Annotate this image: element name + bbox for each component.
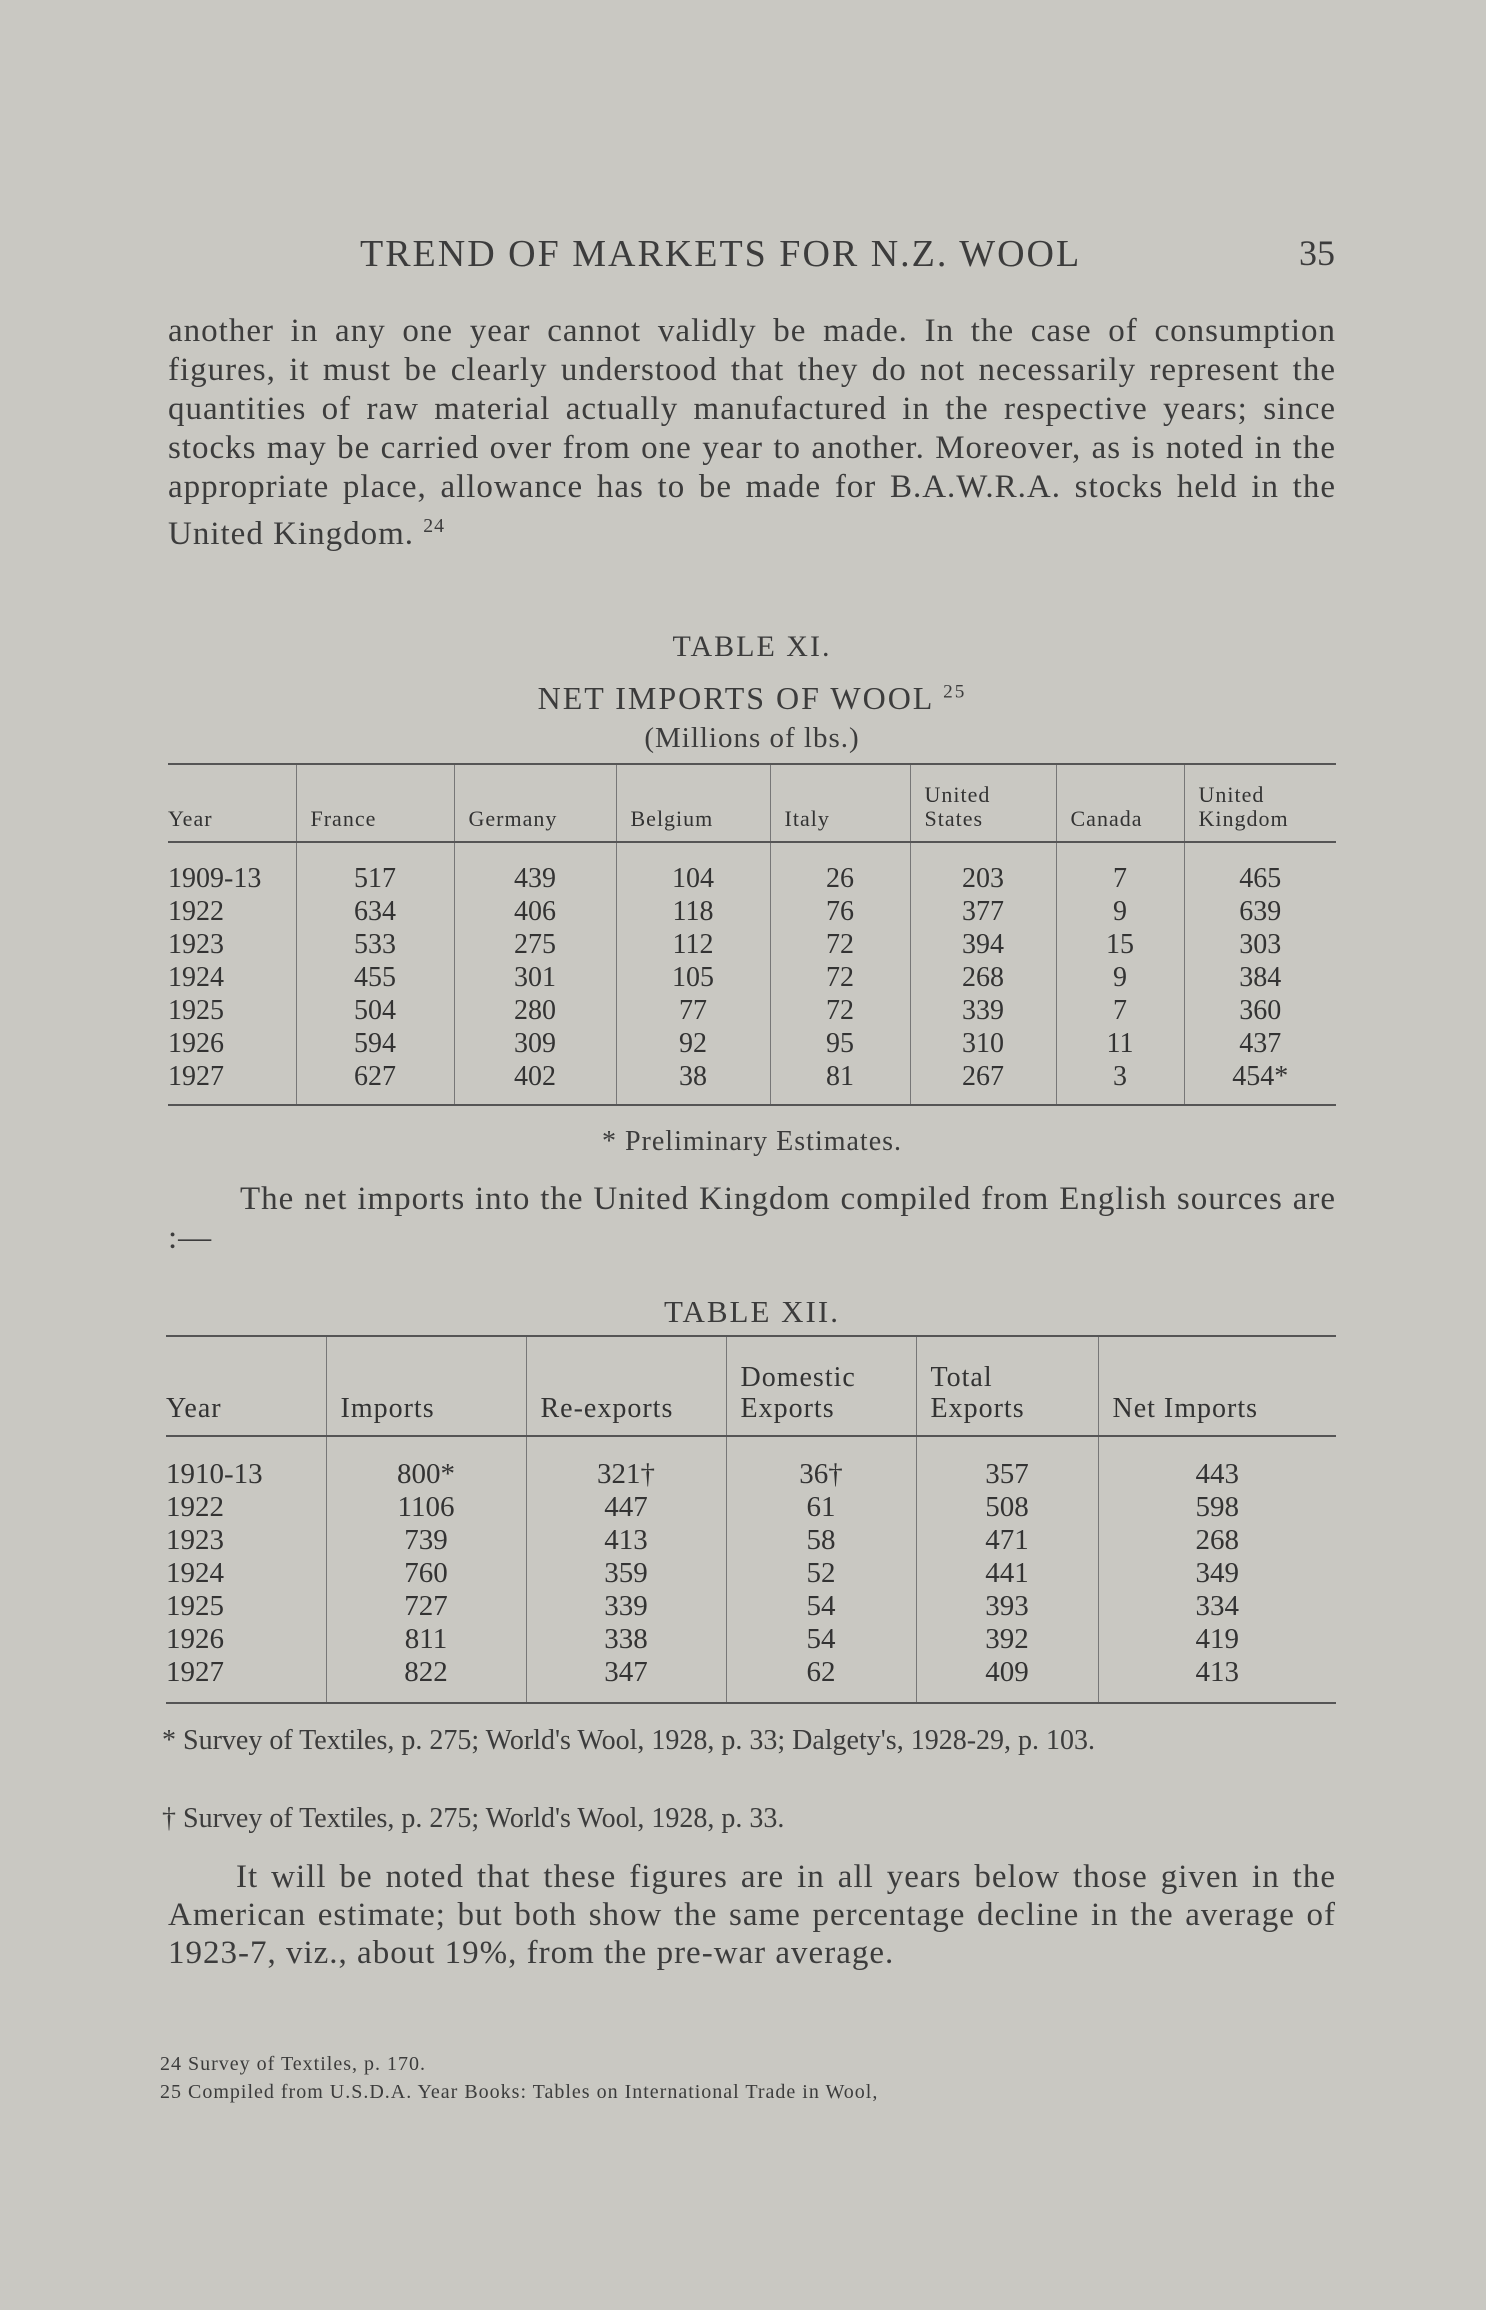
table-xi-cell: 504 (296, 994, 454, 1027)
table-xi-cell: 76 (770, 895, 910, 928)
table-xii-cell: 62 (726, 1656, 916, 1703)
table-xii-cell: 1923 (166, 1524, 224, 1556)
table-xi-cell: 7 (1056, 842, 1184, 895)
table-xii-row (166, 1436, 1336, 1491)
table-xi-cell: 7 (1056, 994, 1184, 1027)
table-xii-cell: 727 (326, 1590, 526, 1623)
table-xi-row (168, 1060, 1336, 1105)
table-xii-cell: 54 (726, 1590, 916, 1623)
table-xii-cell: 1927 (166, 1656, 224, 1688)
table-xi-row (168, 994, 1336, 1027)
table-xi-row (168, 928, 1336, 961)
table-xii-row (166, 1623, 1336, 1656)
table-xi-cell: 517 (296, 842, 454, 895)
table-xii-cell: 413 (1098, 1656, 1336, 1703)
table-xi-header-cell: Italy (770, 764, 910, 842)
table-xii-cell: 1925 (166, 1590, 224, 1622)
table-xi-row (168, 1027, 1336, 1060)
table-xi-cell: 9 (1056, 895, 1184, 928)
table-xi-cell: 9 (1056, 961, 1184, 994)
table-xii-cell: 811 (326, 1623, 526, 1656)
table-xi-cell: 72 (770, 994, 910, 1027)
table-xii (166, 1335, 1336, 1704)
table-xii-header-cell: Total Exports (916, 1336, 1098, 1436)
table-xi-header-cell: United States (910, 764, 1056, 842)
table-xii-cell: 419 (1098, 1623, 1336, 1656)
table-xii-header-cell: Year (166, 1336, 326, 1436)
footnote-ref-24: 24 (423, 515, 446, 537)
endnote-25: 25 Compiled from U.S.D.A. Year Books: Tables on International Trade in Wool, (160, 2081, 879, 2103)
table-xi-cell: 1909-13 (168, 862, 262, 894)
table-xi-cell: 3 (1056, 1060, 1184, 1105)
table-xii-cell: 392 (916, 1623, 1098, 1656)
table-xii-header-row (166, 1336, 1336, 1436)
table-xi-cell: 112 (616, 928, 770, 961)
table-xii-cell: 409 (916, 1656, 1098, 1703)
table-xi-cell: 77 (616, 994, 770, 1027)
table-xi-cell: 360 (1184, 994, 1336, 1027)
table-xi-header-cell: Germany (454, 764, 616, 842)
table-xii-cell: 349 (1098, 1557, 1336, 1590)
table-xii-cell: 359 (526, 1557, 726, 1590)
table-xi-cell: 1923 (168, 928, 224, 960)
table-xii-body (166, 1436, 1336, 1703)
table-xi-row (168, 842, 1336, 895)
table-xi-cell: 118 (616, 895, 770, 928)
table-xi-cell: 437 (1184, 1027, 1336, 1060)
table-xii-cell: 1926 (166, 1623, 224, 1655)
table-xi-cell: 1922 (168, 895, 224, 927)
table-xi-cell: 203 (910, 842, 1056, 895)
paragraph-conclusion: It will be noted that these figures are in all years below those given in the American estimate; but both show the same percentage decline in the average of 1923-7, viz., about 19%, from the pre-war average. (168, 1859, 1336, 1971)
page-number: 35 (1299, 233, 1335, 273)
table-xii-label: TABLE XII. (664, 1294, 840, 1329)
table-xi-cell: 95 (770, 1027, 910, 1060)
table-xi-cell: 1927 (168, 1060, 224, 1092)
table-xi-header-cell: Belgium (616, 764, 770, 842)
table-xi-cell: 275 (454, 928, 616, 961)
table-xii-row (166, 1656, 1336, 1703)
table-xi-cell: 533 (296, 928, 454, 961)
table-xi-cell: 627 (296, 1060, 454, 1105)
footnote-ref-25: 25 (943, 681, 967, 703)
table-xii-cell: 413 (526, 1524, 726, 1557)
table-xii-header-cell: Domestic Exports (726, 1336, 916, 1436)
table-xi-cell: 455 (296, 961, 454, 994)
running-title: TREND OF MARKETS FOR N.Z. WOOL (360, 233, 1082, 275)
table-xii-row (166, 1557, 1336, 1590)
table-xi-cell: 394 (910, 928, 1056, 961)
table-xii-header-cell: Re-exports (526, 1336, 726, 1436)
table-xi-cell: 105 (616, 961, 770, 994)
table-xii-cell: 338 (526, 1623, 726, 1656)
table-xii-cell: 739 (326, 1524, 526, 1557)
table-xi-cell: 1924 (168, 961, 224, 993)
table-xi-cell: 301 (454, 961, 616, 994)
table-xi-cell: 72 (770, 928, 910, 961)
table-xi-cell: 104 (616, 842, 770, 895)
table-xi-cell: 384 (1184, 961, 1336, 994)
table-xii-cell: 441 (916, 1557, 1098, 1590)
table-xii-cell: 61 (726, 1491, 916, 1524)
table-xii-cell: 1924 (166, 1557, 224, 1589)
table-xi-cell: 303 (1184, 928, 1336, 961)
table-xii-cell: 1922 (166, 1491, 224, 1523)
table-xi-cell: 639 (1184, 895, 1336, 928)
paragraph-intro-text: another in any one year cannot validly be made. In the case of consumption figures, it must be clearly understood that they do not necessarily represent the quantities of raw material actually manufactured in the respective years; since stocks may be carried over from one year to another. Moreover, as is noted in the appropriate place, allowance has to be made for B.A.W.R.A. stocks held in the United Kingdom. (168, 313, 1336, 552)
table-xi-label: TABLE XI. (672, 630, 832, 663)
table-xi-units: (Millions of lbs.) (644, 722, 860, 754)
table-xii-cell: 1106 (326, 1491, 526, 1524)
table-xi-cell: 1926 (168, 1027, 224, 1059)
table-xi-cell: 38 (616, 1060, 770, 1105)
table-xii-cell: 760 (326, 1557, 526, 1590)
paragraph-intro (168, 312, 1336, 554)
table-xii-cell: 54 (726, 1623, 916, 1656)
table-xii-row (166, 1590, 1336, 1623)
table-xii-cell: 321† (526, 1436, 726, 1491)
table-xii-cell: 339 (526, 1590, 726, 1623)
table-xii-cell: 393 (916, 1590, 1098, 1623)
table-xi-cell: 594 (296, 1027, 454, 1060)
table-xii-header-cell: Imports (326, 1336, 526, 1436)
endnote-24: 24 Survey of Textiles, p. 170. (160, 2053, 426, 2075)
table-xii-cell: 52 (726, 1557, 916, 1590)
paragraph-uk-imports: The net imports into the United Kingdom compiled from English sources are :— (168, 1181, 1336, 1256)
table-xi-cell: 465 (1184, 842, 1336, 895)
table-xi-title (168, 680, 1336, 717)
table-xi-cell: 267 (910, 1060, 1056, 1105)
table-xi-header-cell: United Kingdom (1184, 764, 1336, 842)
table-xi-cell: 72 (770, 961, 910, 994)
table-xi-header-cell: Year (168, 764, 296, 842)
table-xi-footnote: * Preliminary Estimates. (601, 1126, 903, 1157)
table-xii-cell: 508 (916, 1491, 1098, 1524)
table-xi-cell: 1925 (168, 994, 224, 1026)
table-xi-row (168, 895, 1336, 928)
table-xi-cell: 15 (1056, 928, 1184, 961)
table-xii-footnote-star: * Survey of Textiles, p. 275; World's Wool, 1928, p. 33; Dalgety's, 1928-29, p. 103. (162, 1725, 1096, 1756)
table-xii-row (166, 1524, 1336, 1557)
table-xi-cell: 280 (454, 994, 616, 1027)
table-xii-header-cell: Net Imports (1098, 1336, 1336, 1436)
table-xi-cell: 439 (454, 842, 616, 895)
running-header (170, 232, 1335, 282)
table-xi-row (168, 961, 1336, 994)
table-xi-cell: 339 (910, 994, 1056, 1027)
table-xii-cell: 268 (1098, 1524, 1336, 1557)
table-xi-cell: 11 (1056, 1027, 1184, 1060)
table-xi-cell: 402 (454, 1060, 616, 1105)
table-xii-cell: 334 (1098, 1590, 1336, 1623)
table-xii-cell: 800* (326, 1436, 526, 1491)
table-xi-header-cell: Canada (1056, 764, 1184, 842)
table-xi-cell: 454* (1184, 1060, 1336, 1105)
table-xii-cell: 357 (916, 1436, 1098, 1491)
table-xi-cell: 26 (770, 842, 910, 895)
table-xii-row (166, 1491, 1336, 1524)
table-xii-cell: 598 (1098, 1491, 1336, 1524)
table-xi-cell: 309 (454, 1027, 616, 1060)
table-xi-cell: 268 (910, 961, 1056, 994)
table-xi-header-cell: France (296, 764, 454, 842)
table-xii-footnote-dagger: † Survey of Textiles, p. 275; World's Wool, 1928, p. 33. (162, 1803, 785, 1834)
table-xii-cell: 471 (916, 1524, 1098, 1557)
table-xi-cell: 406 (454, 895, 616, 928)
table-xii-cell: 443 (1098, 1436, 1336, 1491)
table-xi-body (168, 842, 1336, 1105)
table-xi-cell: 310 (910, 1027, 1056, 1060)
table-xii-cell: 822 (326, 1656, 526, 1703)
table-xi-cell: 634 (296, 895, 454, 928)
table-xi-cell: 81 (770, 1060, 910, 1105)
table-xi (168, 763, 1336, 1106)
table-xii-cell: 1910-13 (166, 1458, 263, 1490)
table-xi-cell: 377 (910, 895, 1056, 928)
table-xii-cell: 58 (726, 1524, 916, 1557)
table-xi-title-text: NET IMPORTS OF WOOL (537, 680, 934, 716)
table-xii-cell: 447 (526, 1491, 726, 1524)
table-xi-cell: 92 (616, 1027, 770, 1060)
table-xi-header-row (168, 764, 1336, 842)
table-xii-cell: 36† (726, 1436, 916, 1491)
table-xii-cell: 347 (526, 1656, 726, 1703)
